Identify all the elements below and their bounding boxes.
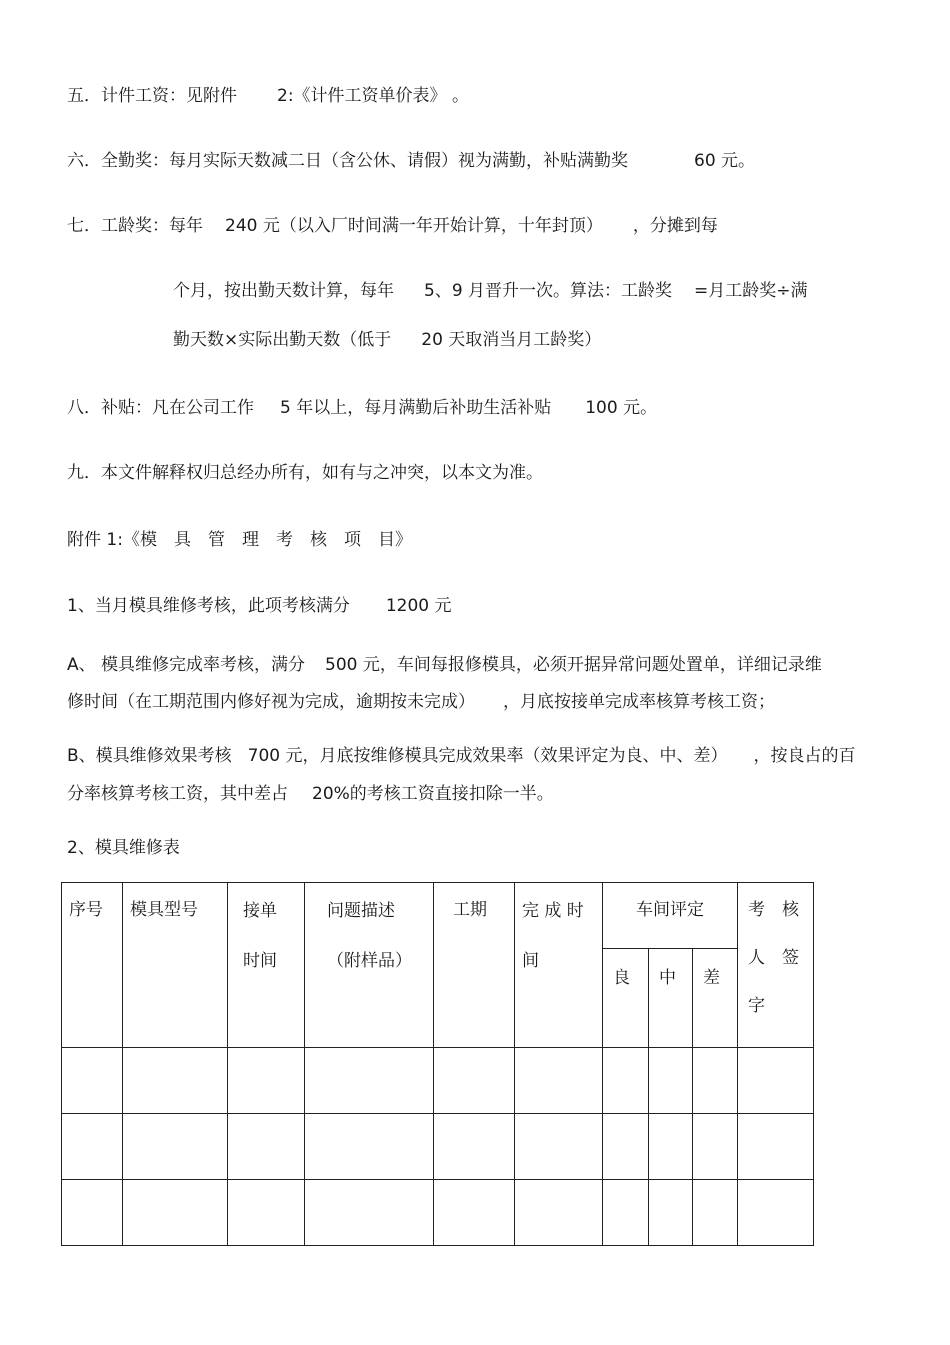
- item-b-tail: ，按良占的百: [753, 746, 856, 766]
- header-rating-poor: [693, 949, 738, 1048]
- table-cell[interactable]: [305, 1048, 434, 1114]
- section-6-attendance-bonus: [67, 149, 755, 173]
- section-8-subsidy: [67, 396, 657, 420]
- item-a2-text: 修时间（在工期范围内修好视为完成，逾期按未完成）: [67, 692, 475, 712]
- section-5-piecework-wage: [67, 84, 469, 108]
- header-rating-medium: [649, 949, 693, 1048]
- table-cell[interactable]: [515, 1114, 603, 1180]
- header-model: [123, 883, 228, 1048]
- header-completion-time: [515, 883, 603, 1048]
- header-completion-line-1: 完 成 时: [522, 901, 584, 921]
- header-signature-line-1: 考 核: [748, 900, 800, 920]
- item-a-line-1: [67, 653, 822, 677]
- header-workshop-rating: [603, 883, 738, 949]
- section-9-interpretation: [67, 461, 543, 485]
- section-7-line-2-b: 5、9 月晋升一次。算法：工龄奖: [424, 281, 673, 301]
- table-cell[interactable]: [738, 1180, 814, 1246]
- item-b-detail: 700 元，月底按维修模具完成效果率（效果评定为良、中、差）: [247, 746, 728, 766]
- table-cell[interactable]: [305, 1180, 434, 1246]
- table-cell[interactable]: [603, 1114, 649, 1180]
- header-rating-good: [603, 949, 649, 1048]
- table-cell[interactable]: [603, 1048, 649, 1114]
- header-reviewer-signature: [738, 883, 814, 1048]
- table-cell[interactable]: [693, 1114, 738, 1180]
- rating-poor-label: 差: [703, 968, 720, 988]
- section-7-tail: ，分摊到每: [632, 216, 718, 236]
- table-cell[interactable]: [123, 1114, 228, 1180]
- table-cell[interactable]: [434, 1114, 515, 1180]
- section-8-amount: 100 元。: [585, 398, 658, 418]
- table-cell[interactable]: [603, 1180, 649, 1246]
- table-row: [62, 1048, 814, 1114]
- item-b-line-2: [67, 782, 554, 806]
- table-cell[interactable]: [123, 1180, 228, 1246]
- header-signature-line-3: 字: [748, 996, 766, 1016]
- header-problem-line-2: （附样品）: [327, 951, 412, 971]
- section-7-amount: 240 元（以入厂时间满一年开始计算，十年封顶）: [225, 216, 603, 236]
- table-cell[interactable]: [228, 1048, 305, 1114]
- table-cell[interactable]: [515, 1048, 603, 1114]
- mold-repair-table: [61, 882, 814, 1246]
- section-6-amount: 60 元。: [694, 151, 756, 171]
- table-cell[interactable]: [228, 1180, 305, 1246]
- section-8-middle: 5 年以上，每月满勤后补助生活补贴: [280, 398, 552, 418]
- section-7-line-2: [173, 279, 808, 303]
- header-problem-description: [305, 883, 434, 1048]
- attachment-1-text: 附件 1:《模 具 管 理 考 核 项 目》: [67, 530, 412, 550]
- table-cell[interactable]: [62, 1180, 123, 1246]
- section-7-seniority-bonus: [67, 214, 718, 238]
- table-header-row: [62, 883, 814, 949]
- section-5-text: 五．计件工资：见附件: [67, 86, 237, 106]
- section-6-text: 六．全勤奖：每月实际天数减二日（含公休、请假）视为满勤，补贴满勤奖: [67, 151, 628, 171]
- table-cell[interactable]: [305, 1114, 434, 1180]
- item-1-text: 1、当月模具维修考核，此项考核满分: [67, 596, 350, 616]
- table-row: [62, 1114, 814, 1180]
- header-period: [434, 883, 515, 1048]
- header-seq-label: 序号: [69, 900, 103, 920]
- item-1-amount: 1200 元: [385, 596, 452, 616]
- section-7-line-2-c: =月工龄奖÷满: [694, 281, 808, 301]
- section-7-text: 七．工龄奖：每年: [67, 216, 203, 236]
- table-cell[interactable]: [434, 1180, 515, 1246]
- header-signature-line-2: 人 签: [748, 948, 800, 968]
- header-period-label: 工期: [453, 900, 487, 920]
- section-7-line-3-a: 勤天数×实际出勤天数（低于: [173, 330, 392, 350]
- item-b-text: B、模具维修效果考核: [67, 746, 232, 766]
- section-7-line-2-a: 个月，按出勤天数计算，每年: [173, 281, 394, 301]
- header-completion-line-2: 间: [522, 951, 539, 971]
- table-cell[interactable]: [738, 1048, 814, 1114]
- header-receive-time: [228, 883, 305, 1048]
- header-receive-time-line-2: 时间: [243, 951, 277, 971]
- table-cell[interactable]: [693, 1048, 738, 1114]
- header-workshop-rating-label: 车间评定: [636, 900, 705, 920]
- table-cell[interactable]: [649, 1114, 693, 1180]
- item-a2-tail: ，月底按接单完成率核算考核工资；: [503, 692, 775, 712]
- table-cell[interactable]: [738, 1114, 814, 1180]
- table-row: [62, 1180, 814, 1246]
- item-b-line-1: [67, 744, 856, 768]
- rating-good-label: 良: [613, 968, 630, 988]
- section-7-line-3-b: 20 天取消当月工龄奖）: [421, 330, 602, 350]
- item-1-heading: [67, 594, 452, 618]
- item-2-text: 2、模具维修表: [67, 838, 180, 858]
- item-a-line-2: [67, 690, 775, 714]
- item-b2-text: 分率核算考核工资，其中差占: [67, 784, 288, 804]
- header-problem-line-1: 问题描述: [327, 901, 395, 921]
- table-cell[interactable]: [649, 1180, 693, 1246]
- header-seq: [62, 883, 123, 1048]
- section-5-ref: 2:《计件工资单价表》 。: [277, 86, 469, 106]
- section-7-line-3: [173, 328, 601, 352]
- header-receive-time-line-1: 接单: [243, 901, 277, 921]
- table-cell[interactable]: [649, 1048, 693, 1114]
- table-cell[interactable]: [62, 1048, 123, 1114]
- section-8-text: 八．补贴：凡在公司工作: [67, 398, 254, 418]
- table-cell[interactable]: [515, 1180, 603, 1246]
- table-cell[interactable]: [123, 1048, 228, 1114]
- section-9-text: 九．本文件解释权归总经办所有，如有与之冲突，以本文为准。: [67, 463, 543, 483]
- header-model-label: 模具型号: [130, 900, 198, 920]
- item-2-heading: [67, 836, 180, 860]
- item-a-text: A、 模具维修完成率考核，满分: [67, 655, 306, 675]
- table-cell[interactable]: [228, 1114, 305, 1180]
- rating-medium-label: 中: [659, 968, 676, 988]
- attachment-1-title: [67, 528, 412, 552]
- item-b2-tail: 20%的考核工资直接扣除一半。: [312, 784, 554, 804]
- table-cell[interactable]: [434, 1048, 515, 1114]
- table-cell[interactable]: [693, 1180, 738, 1246]
- item-a-detail: 500 元，车间每报修模具，必须开据异常问题处置单，详细记录维: [325, 655, 822, 675]
- table-cell[interactable]: [62, 1114, 123, 1180]
